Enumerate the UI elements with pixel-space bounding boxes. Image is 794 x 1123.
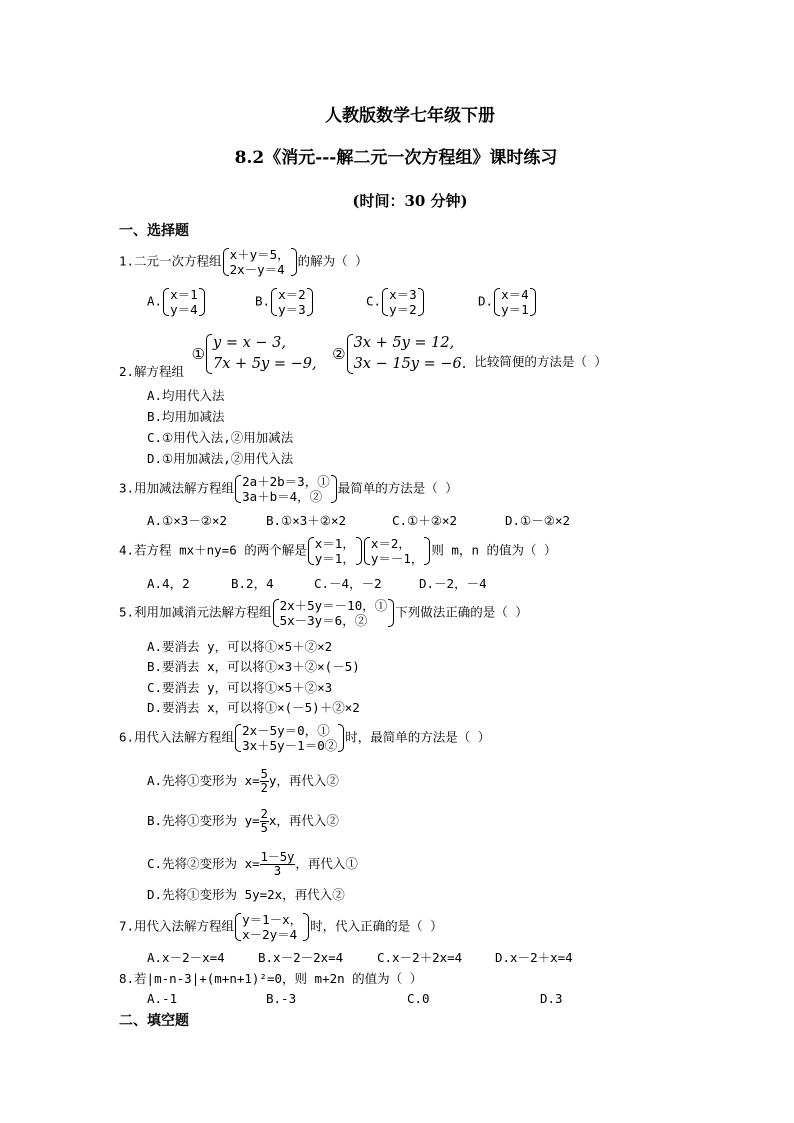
q8-option-c[interactable]: C.0 xyxy=(407,991,430,1006)
equation-system: y＝1－x， x－2y＝4 xyxy=(235,912,309,942)
q4-option-d[interactable]: D.－2，－4 xyxy=(419,576,487,591)
q1-option-b[interactable]: B. x＝2 y＝3 xyxy=(255,287,314,317)
q8-option-b[interactable]: B.-3 xyxy=(266,991,297,1006)
section-fill-heading: 二、填空题 xyxy=(119,1013,189,1029)
q7-option-c[interactable]: C.x－2＋2x=4 xyxy=(377,950,463,965)
solution-1: x＝1， y＝1， xyxy=(308,536,362,566)
q7-option-a[interactable]: A.x－2－x=4 xyxy=(147,950,225,965)
q3-option-d[interactable]: D.①－②×2 xyxy=(505,513,571,528)
q5-option-a[interactable]: A.要消去 y，可以将①×5＋②×2 xyxy=(147,639,333,654)
equation-system: 2x－5y＝0，① 3x＋5y－1＝0② xyxy=(235,723,344,753)
lesson-title: 8.2《消元---解二元一次方程组》课时练习 xyxy=(234,148,558,168)
q2-option-a[interactable]: A.均用代入法 xyxy=(147,388,225,403)
q6-option-b[interactable]: B.先将①变形为 y= $\frac{2}{5}$ x，再代入② xyxy=(147,807,339,835)
fraction: $\frac{5}{2}$ xyxy=(260,767,268,795)
fraction: $\frac{2}{5}$ xyxy=(260,807,268,835)
q2-option-c[interactable]: C.①用代入法,②用加减法 xyxy=(147,430,294,445)
q3-option-c[interactable]: C.①＋②×2 xyxy=(392,513,458,528)
q7-option-b[interactable]: B.x－2－2x=4 xyxy=(258,950,344,965)
q2-option-b[interactable]: B.均用加减法 xyxy=(147,409,225,424)
equation-system-1: y = x − 3, 7x + 5y = −9, xyxy=(206,333,324,375)
q5-option-c[interactable]: C.要消去 y，可以将①×5＋②×3 xyxy=(147,680,333,695)
question-6: 6.用代入法解方程组 2x－5y＝0，① 3x＋5y－1＝0② 时，最简单的方法是（ ） xyxy=(119,723,491,753)
q5-option-d[interactable]: D.要消去 x，可以将①×(－5)＋②×2 xyxy=(147,700,360,715)
question-7: 7.用代入法解方程组 y＝1－x， x－2y＝4 时，代入正确的是（ ） xyxy=(119,912,443,942)
q6-option-d[interactable]: D.先将①变形为 5y=2x，再代入② xyxy=(147,887,345,902)
q4-option-b[interactable]: B.2，4 xyxy=(231,576,274,591)
q6-option-c[interactable]: C.先将②变形为 x= $\frac{1-5y}{3}$ ，再代入① xyxy=(147,850,358,878)
q6-option-a[interactable]: A.先将①变形为 x= $\frac{5}{2}$ y，再代入② xyxy=(147,767,339,795)
q1-option-d[interactable]: D. x＝4 y＝1 xyxy=(478,287,537,317)
q2-option-d[interactable]: D.①用加减法,②用代入法 xyxy=(147,451,294,466)
time-limit: (时间：30 分钟) xyxy=(352,192,468,210)
q4-option-c[interactable]: C.－4，－2 xyxy=(314,576,382,591)
q5-option-b[interactable]: B.要消去 x，可以将①×3＋②×(－5) xyxy=(147,659,360,674)
q8-option-d[interactable]: D.3 xyxy=(540,991,563,1006)
section-choice-heading: 一、选择题 xyxy=(119,223,189,239)
equation-system-2: 3x + 5y = 12, 3x − 15y = −6. xyxy=(347,333,474,375)
equation-system: 2x＋5y＝－10，① 5x－3y＝6，② xyxy=(273,598,395,628)
question-8: 8.若|m-n-3|+(m+n+1)²=0，则 m+2n 的值为（ ） xyxy=(119,971,423,986)
solution-2: x＝2， y＝－1， xyxy=(364,536,431,566)
equation-system: 2a＋2b＝3，① 3a＋b＝4，② xyxy=(235,474,337,504)
q1-option-c[interactable]: C. x＝3 y＝2 xyxy=(366,287,425,317)
q4-option-a[interactable]: A.4，2 xyxy=(147,576,190,591)
equation-system: x＋y＝5， 2x－y＝4 xyxy=(223,247,297,277)
question-4: 4.若方程 mx＋ny=6 的两个解是 x＝1， y＝1， x＝2， y＝－1， 则 m，n 的值为（ ） xyxy=(119,536,557,566)
fraction: $\frac{1-5y}{3}$ xyxy=(260,850,295,878)
question-2: 2.解方程组 ① y = x − 3, 7x + 5y = −9, ② 3x + 5y = 12, 3x − 15y = −6. 比较简便的方法是（ ） xyxy=(119,335,607,379)
q8-option-a[interactable]: A.-1 xyxy=(147,991,178,1006)
q1-option-a[interactable]: A. x＝1 y＝4 xyxy=(147,287,206,317)
q7-option-d[interactable]: D.x－2＋x=4 xyxy=(495,950,573,965)
q3-option-b[interactable]: B.①×3＋②×2 xyxy=(266,513,347,528)
question-3: 3.用加减法解方程组 2a＋2b＝3，① 3a＋b＝4，② 最简单的方法是（ ） xyxy=(119,474,458,504)
question-5: 5.利用加减消元法解方程组 2x＋5y＝－10，① 5x－3y＝6，② 下列做法正确的是（ ） xyxy=(119,598,528,628)
book-title: 人教版数学七年级下册 xyxy=(325,106,495,126)
question-1: 1.二元一次方程组 x＋y＝5， 2x－y＝4 的解为（ ） xyxy=(119,247,368,277)
q3-option-a[interactable]: A.①×3－②×2 xyxy=(147,513,228,528)
